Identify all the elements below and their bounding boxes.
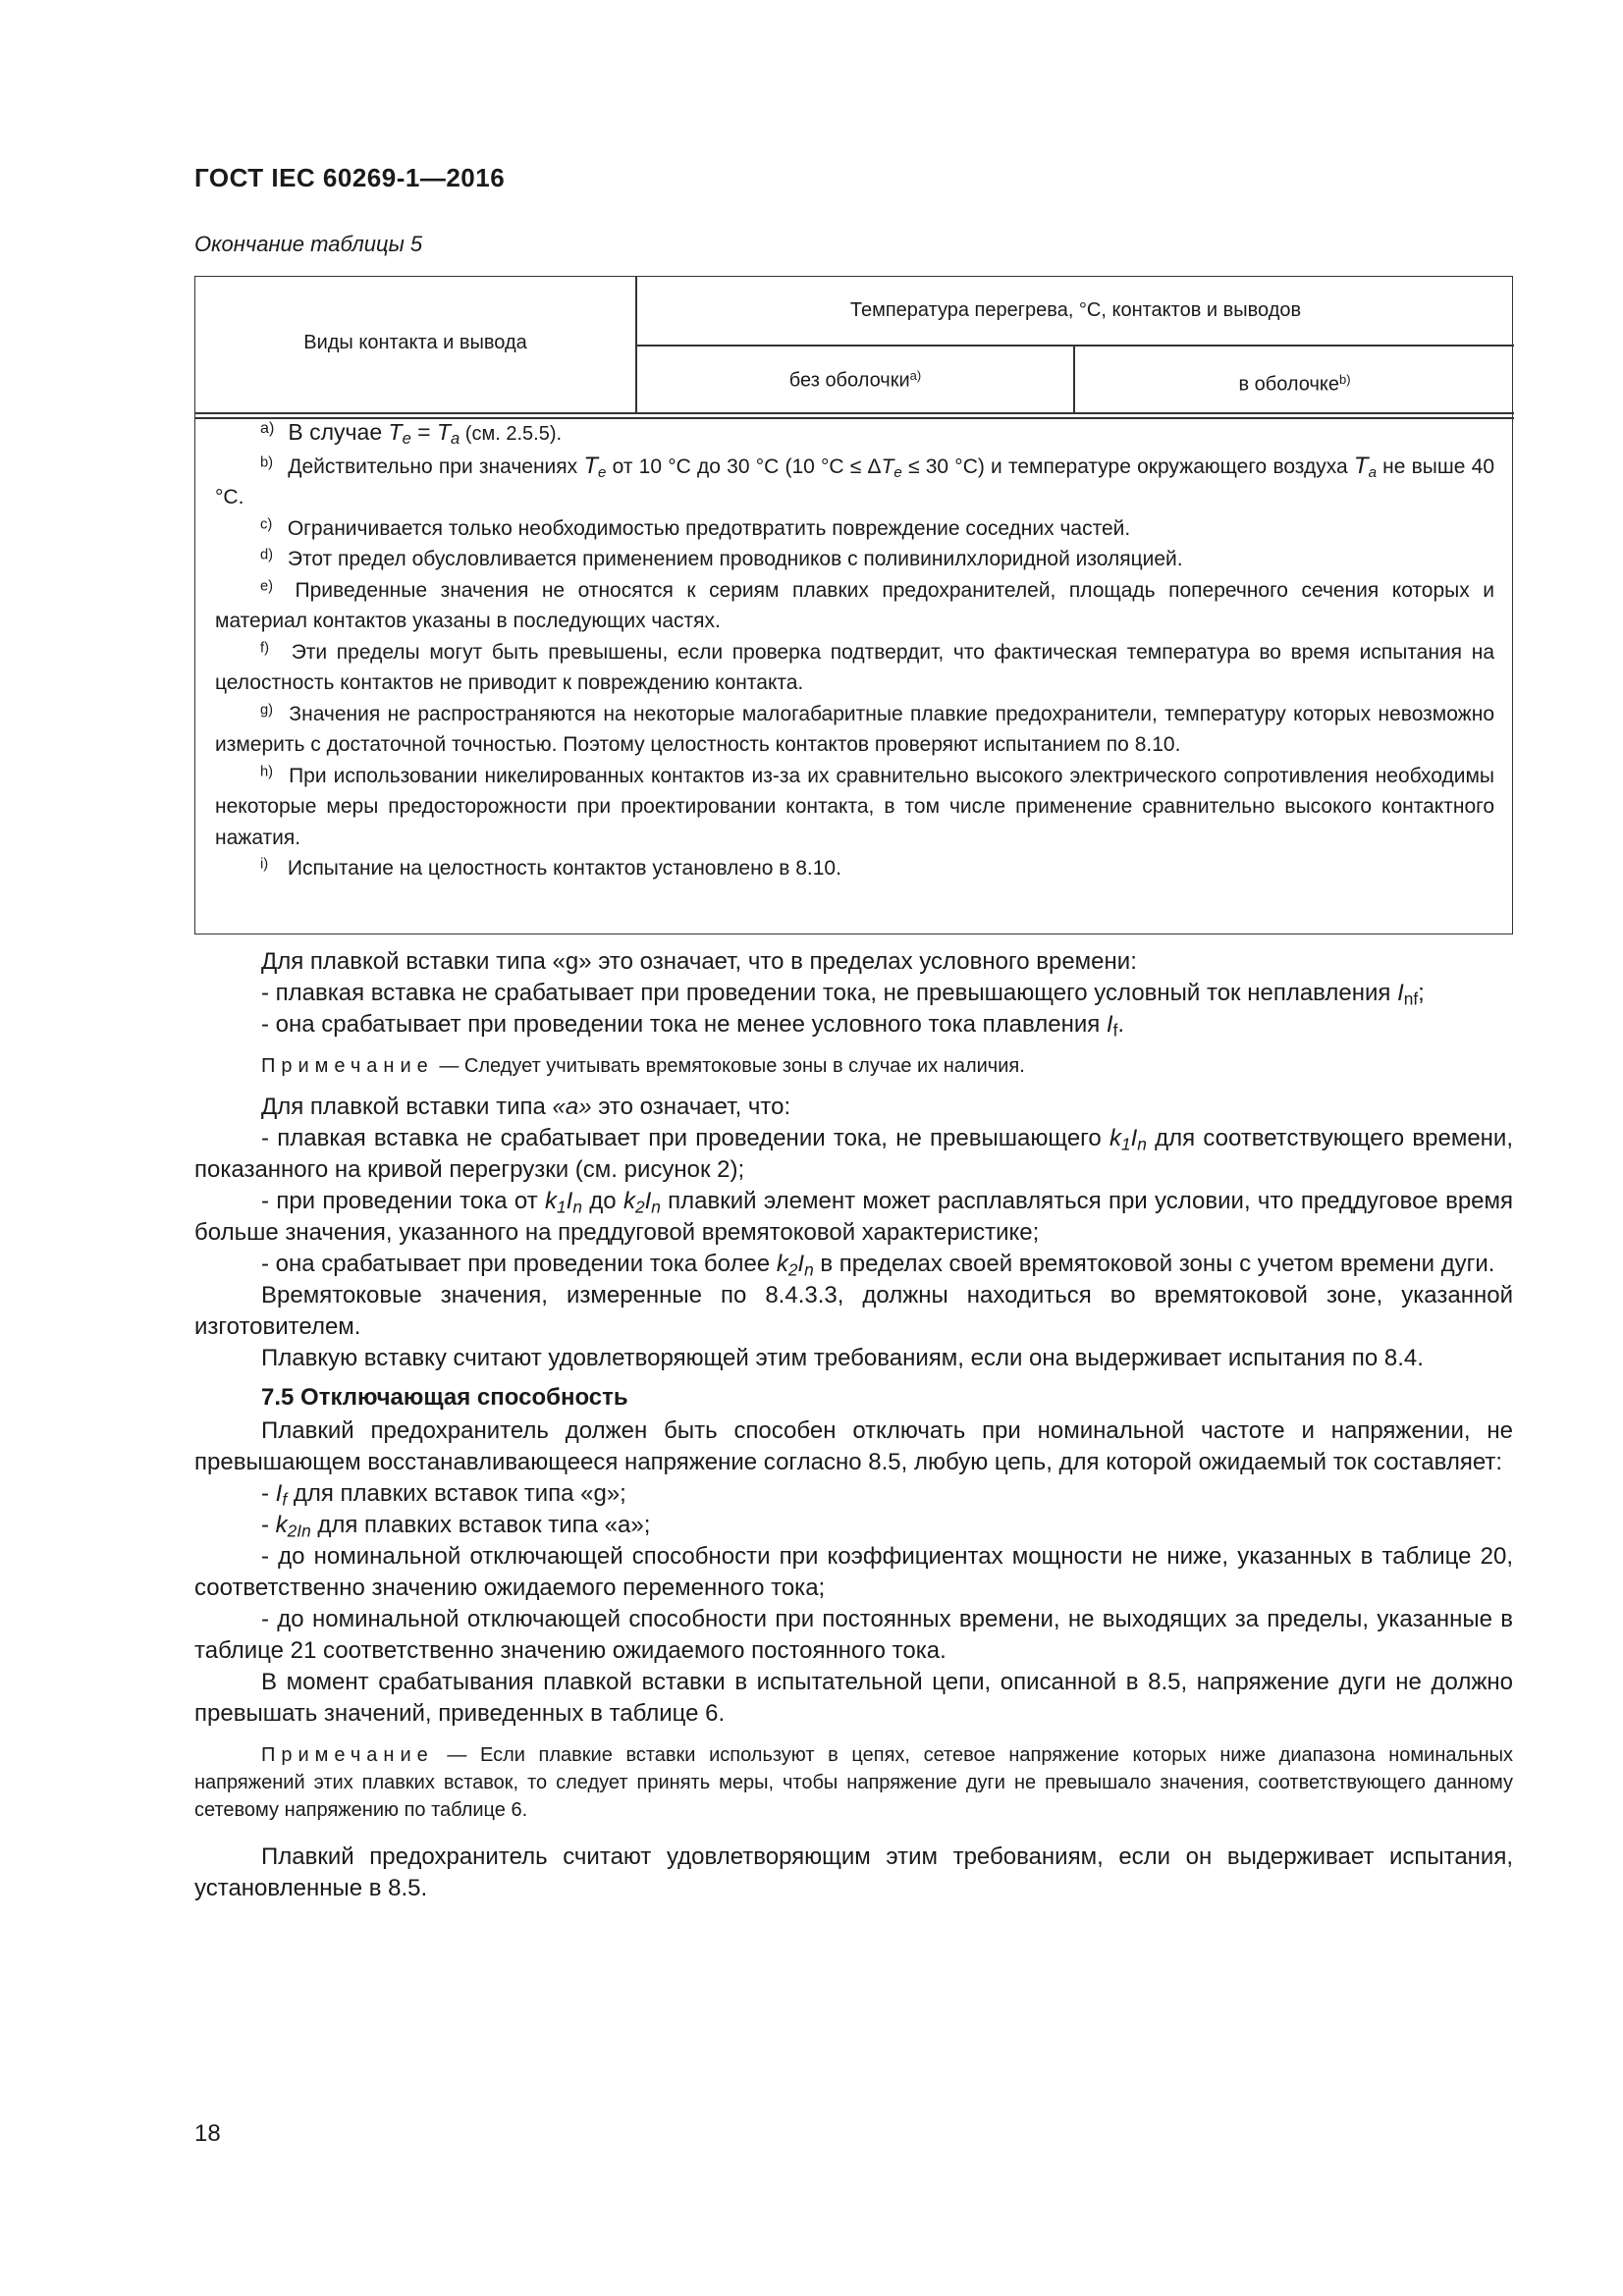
paragraph-arc-voltage: В момент срабатывания плавкой вставки в испытательной цепи, описанной в 8.5, напряжение дуги не должно превышать значений, приведенных в таблице 6.: [194, 1669, 1513, 1727]
paragraph-compliance-8-5: Плавкий предохранитель считают удовлетворяющим этим требованиям, если он выдерживает испытания, установленные в 8.5.: [194, 1843, 1513, 1901]
header-temperature: Температура перегрева, °С, контактов и выводов: [849, 299, 1302, 321]
list-item-bc-1: - $I_f$ для плавких вставок типа «g»;: [261, 1480, 626, 1510]
footnote-e: $^{e)}$ Приведенные значения не относятся к сериям плавких предохранителей, площадь поперечного сечения которых и материал контактов указаны в последующих частях.: [215, 577, 1494, 632]
paragraph-time-current: Времятоковые значения, измеренные по 8.4.3.3, должны находиться во времятоковой зоне, указанной изготовителем.: [194, 1282, 1513, 1340]
row-divider: [635, 345, 1514, 347]
table-caption: Окончание таблицы 5: [194, 232, 423, 256]
list-item-g-1: - плавкая вставка не срабатывает при проведении тока, не превышающего условный ток неплавления $I_{nf}$;: [261, 980, 1425, 1009]
list-item-bc-2: - $k_{2In}$ для плавких вставок типа «a»;: [261, 1512, 651, 1541]
footnote-d: $^{d)}$ Этот предел обусловливается применением проводников с поливинилхлоридной изоляцией.: [260, 547, 1183, 570]
list-item-a-1: - плавкая вставка не срабатывает при проведении тока, не превышающего $k_1I_n$ для соответствующего времени, показанного на кривой перегрузки (см. рисунок 2);: [194, 1125, 1513, 1183]
section-title-7-5: 7.5 Отключающая способность: [261, 1384, 628, 1411]
note-1: Примечание — Следует учитывать времятоковые зоны в случае их наличия.: [261, 1055, 1025, 1077]
list-item-a-2: - при проведении тока от $k_1I_n$ до $k_2I_n$ плавкий элемент может расплавляться при условии, что преддуговое время больше значения, указанного на преддуговой времятоковой характеристике;: [194, 1188, 1514, 1246]
paragraph-compliance-8-4: Плавкую вставку считают удовлетворяющей этим требованиям, если она выдерживает испытания по 8.4.: [261, 1345, 1424, 1371]
paragraph-g-type: Для плавкой вставки типа «g» это означает, что в пределах условного времени:: [261, 948, 1137, 975]
header-bottom-line: [195, 412, 1514, 414]
list-item-a-3: - она срабатывает при проведении тока более $k_2I_n$ в пределах своей времятоковой зоны с учетом времени дуги.: [261, 1251, 1495, 1280]
table-footnotes: [195, 417, 1514, 884]
list-item-bc-4: - до номинальной отключающей способности при постоянных времени, не выходящих за пределы, указанные в таблице 21 соответственно значению ожидаемого постоянного тока.: [194, 1606, 1513, 1664]
footnote-g: $^{g)}$ Значения не распространяются на некоторые малогабаритные плавкие предохранители, температуру которых невозможно измерить с достаточной точностью. Поэтому целостность контактов проверяют испытанием по 8.10.: [215, 701, 1495, 756]
paragraph-breaking-capacity: Плавкий предохранитель должен быть способен отключать при номинальной частоте и напряжении, не превышающем восстанавливающееся напряжение согласно 8.5, любую цепь, для которой ожидаемый ток составляет:: [194, 1417, 1513, 1475]
footnote-a: $^{a)}$ В случае $T_e = T_a$ (см. 2.5.5).: [260, 418, 563, 449]
header-in-shell: в оболочке$^{b)}$: [1238, 372, 1351, 396]
note-2: Примечание — Если плавкие вставки используют в цепях, сетевое напряжение которых ниже диапазона номинальных напряжений этих плавких вставок, то следует принять меры, чтобы напряжение дуги не превышало значения, соответствующего данному сетевому напряжению по таблице 6.: [194, 1744, 1513, 1821]
footnote-b: $^{b)}$ Действительно при значениях $T_e$ от 10 °С до 30 °С (10 $^\circ С \le \Delta T_e \le 30$ °С) и температуре окружающего воздуха $T_a$ не выше 40 °С.: [215, 452, 1494, 508]
table-5-end: [194, 276, 1513, 934]
footnote-i: $^{i)}$ Испытание на целостность контактов установлено в 8.10.: [260, 856, 841, 880]
footnote-f: $^{f)}$ Эти пределы могут быть превышены, если проверка подтвердит, что фактическая температура во время испытания на целостность контактов не приводит к повреждению контакта.: [215, 639, 1494, 694]
header-contact-type: Виды контакта и вывода: [303, 332, 527, 353]
main-text: [194, 946, 1513, 1904]
list-item-bc-3: - до номинальной отключающей способности при коэффициентах мощности не ниже, указанных в таблице 20, соответственно значению ожидаемого переменного тока;: [194, 1543, 1513, 1601]
list-item-g-2: - она срабатывает при проведении тока не менее условного тока плавления $I_f$.: [261, 1011, 1125, 1041]
footnote-h: $^{h)}$ При использовании никелированных контактов из-за их сравнительно высокого электрического сопротивления необходимы некоторые меры предосторожности при проектировании контакта, в том числе применение сравнительно высокого контактного нажатия.: [215, 763, 1494, 849]
document-header: ГОСТ IEC 60269-1—2016: [194, 163, 506, 192]
footnote-c: $^{c)}$ Ограничивается только необходимостью предотвратить повреждение соседних частей.: [260, 515, 1131, 540]
page-number: 18: [194, 2120, 221, 2147]
paragraph-a-type: Для плавкой вставки типа «a» это означает, что:: [261, 1094, 791, 1120]
header-no-shell: без оболочки$^{a)}$: [788, 368, 922, 392]
